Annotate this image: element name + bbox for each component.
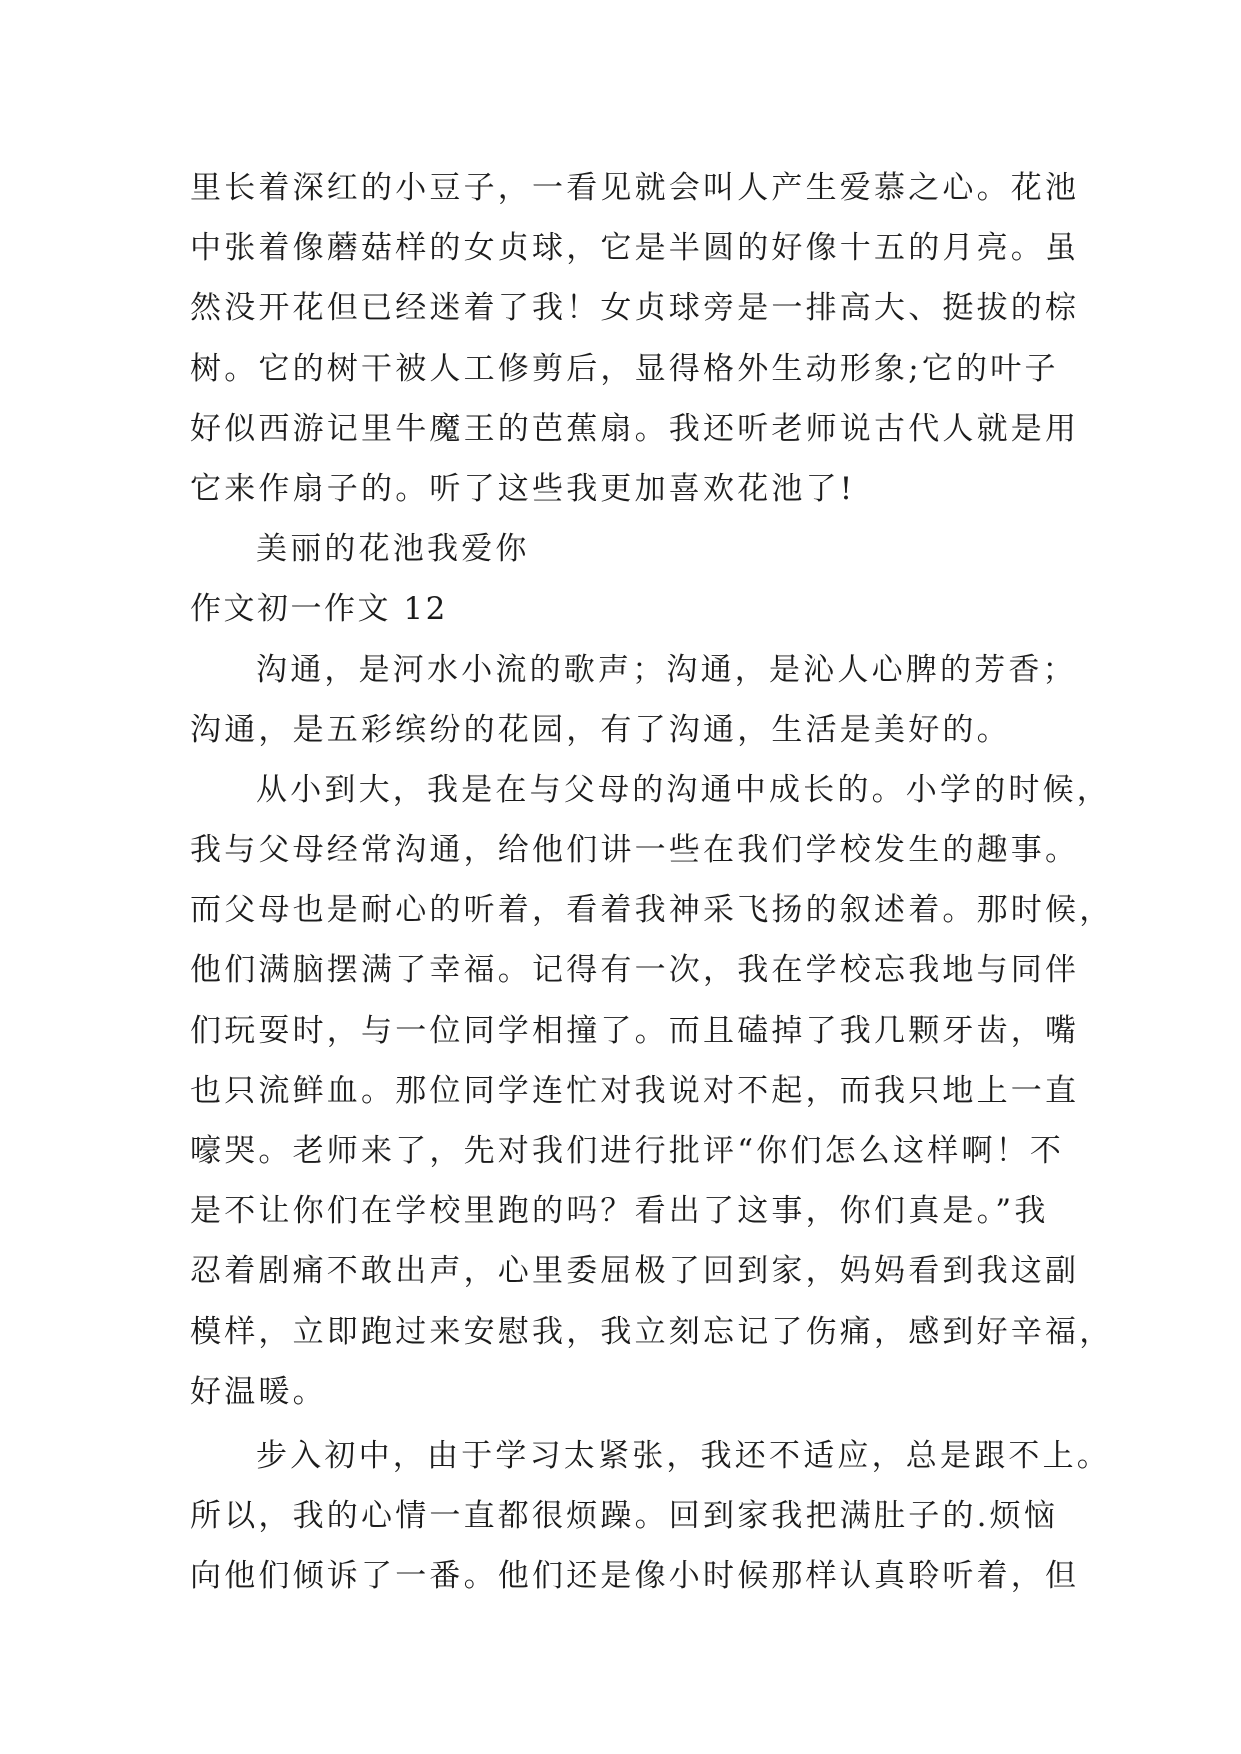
paragraph-closing bbox=[190, 519, 1060, 579]
text-line: 他们满脑摆满了幸福。记得有一次，我在学校忘我地与同伴 bbox=[190, 952, 1080, 989]
text-line: 中张着像蘑菇样的女贞球，它是半圆的好像十五的月亮。虽 bbox=[190, 230, 1080, 267]
text-line: 们玩耍时，与一位同学相撞了。而且磕掉了我几颗牙齿，嘴 bbox=[190, 1012, 1080, 1049]
paragraph-childhood bbox=[190, 760, 1114, 1422]
text-line: 沟通，是河水小流的歌声；沟通，是沁人心脾的芳香； bbox=[256, 651, 1077, 688]
text-line: 模样，立即跑过来安慰我，我立刻忘记了伤痛，感到好辛福， bbox=[190, 1313, 1114, 1350]
text-line: 也只流鲜血。那位同学连忙对我说对不起，而我只地上一直 bbox=[190, 1072, 1080, 1109]
text-line: 步入初中，由于学习太紧张，我还不适应，总是跟不上。 bbox=[256, 1437, 1111, 1474]
document-body bbox=[190, 158, 1114, 1607]
section-heading: 作文初一作文 12 bbox=[190, 591, 448, 628]
text-line: 向他们倾诉了一番。他们还是像小时候那样认真聆听着，但 bbox=[190, 1558, 1080, 1595]
paragraph-communication-intro bbox=[190, 640, 1077, 760]
paragraph-flower-pool bbox=[190, 158, 1080, 519]
text-line: 我与父母经常沟通，给他们讲一些在我们学校发生的趣事。 bbox=[190, 832, 1080, 869]
text-line: 而父母也是耐心的听着，看着我神采飞扬的叙述着。那时候， bbox=[190, 892, 1114, 929]
text-line: 好温暖。 bbox=[190, 1373, 327, 1410]
text-line: 沟通，是五彩缤纷的花园，有了沟通，生活是美好的。 bbox=[190, 711, 1011, 748]
text-line: 美丽的花池我爱你 bbox=[256, 531, 530, 568]
text-line: 是不让你们在学校里跑的吗？看出了这事，你们真是。”我 bbox=[190, 1193, 1049, 1230]
text-line: 里长着深红的小豆子，一看见就会叫人产生爱慕之心。花池 bbox=[190, 170, 1080, 206]
essay-title bbox=[190, 579, 1060, 639]
text-line: 所以，我的心情一直都很烦躁。回到家我把满肚子的.烦恼 bbox=[190, 1498, 1059, 1535]
text-line: 树。它的树干被人工修剪后，显得格外生动形象;它的叶子 bbox=[190, 350, 1059, 387]
paragraph-middle-school bbox=[190, 1426, 1111, 1607]
text-line: 然没开花但已经迷着了我！女贞球旁是一排高大、挺拔的棕 bbox=[190, 290, 1080, 327]
text-line: 嚎哭。老师来了，先对我们进行批评“你们怎么这样啊！不 bbox=[190, 1133, 1065, 1169]
text-line: 忍着剧痛不敢出声，心里委屈极了回到家，妈妈看到我这副 bbox=[190, 1253, 1080, 1290]
text-line: 从小到大，我是在与父母的沟通中成长的。小学的时候， bbox=[256, 771, 1111, 808]
text-line: 它来作扇子的。听了这些我更加喜欢花池了! bbox=[190, 470, 856, 507]
text-line: 好似西游记里牛魔王的芭蕉扇。我还听老师说古代人就是用 bbox=[190, 410, 1080, 447]
